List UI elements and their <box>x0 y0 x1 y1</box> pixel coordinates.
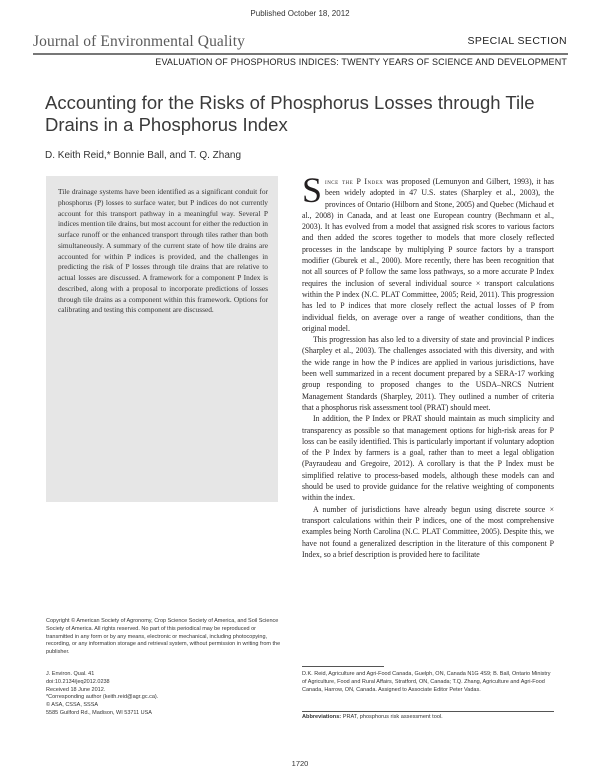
citation-line: 5585 Guilford Rd., Madison, WI 53711 USA <box>46 709 152 716</box>
author-affiliations: D.K. Reid, Agriculture and Agri-Food Canada, Guelph, ON, Canada N1G 4S9; B. Ball, Ontario Ministry of Agriculture, Food and Rural Affairs, Stratford, ON, Canada; T.Q. Zhang, Agriculture and Agri-Food Canada, Harrow, ON, Canada. Assigned to Associate Editor Peter Vadas. <box>302 671 551 693</box>
body-paragraph-4: A number of jurisdictions have already begun using discrete source × transport calculations within their P indices, one of the most comprehensive examples being North Carolina (N.C. PLAT Committee, 2005). Despite this, we have not found a generalized description in the literature of this component P Index, so a brief description is provided here to facilitate <box>302 504 554 559</box>
citation-line: doi:10.2134/jeq2012.0238 <box>46 678 110 685</box>
citation-line: *Corresponding author (keith.reid@agr.gc.ca). <box>46 694 159 701</box>
header-divider <box>33 53 568 55</box>
footnote-divider <box>302 666 384 667</box>
citation-line: J. Environ. Qual. 41 <box>46 671 95 677</box>
abbreviations-label: Abbreviations: <box>302 714 342 720</box>
citation-line: Received 18 June 2012. <box>46 686 106 693</box>
journal-name: Journal of Environmental Quality <box>33 33 245 50</box>
body-paragraph-2: This progression has also led to a diversity of state and provincial P indices (Sharpley et al., 2003). The challenges associated with this diversity, and with the wide range in how the P indices are applied in various jurisdictions, have been well summarized in a recent document prepared by a SERA-17 working group responding to proposed changes to the USDA–NRCS Nutrient Management Standards (Sharpley, 2011). They outlined a number of criteria that a phosphorus risk assessment tool (PRAT) should meet. <box>302 335 554 412</box>
page-number: 1720 <box>291 759 309 768</box>
abbreviations-divider <box>302 711 554 712</box>
body-paragraph-3: In addition, the P Index or PRAT should maintain as much simplicity and transparency as possible so that management options for high-risk areas for P loss can be easily identified. This is particularly important if voluntary adoption of the P Index by farmers is a goal, rather than to meet a legal obligation (Payraudeau and Gregoire, 2012). A corollary is that the P Index must be simplified relative to process-based models, although these models can and should be used to provide guidance for the relative weighting of components within the index. <box>302 414 554 503</box>
citation-line: © ASA, CSSA, SSSA <box>46 702 99 709</box>
published-date: Published October 18, 2012 <box>250 9 350 18</box>
body-paragraph-1 <box>302 170 554 334</box>
author-list: D. Keith Reid,* Bonnie Ball, and T. Q. Zhang <box>45 150 242 161</box>
lead-in-text: ince the P Index <box>325 177 384 186</box>
copyright-notice: Copyright © American Society of Agronomy, Crop Science Society of America, and Soil Science Society of America. All rights reserved. No part of this periodical may be reproduced or transmitted in any form or by any means, electronic or mechanical, including photocopying, recording, or any information storage and retrieval system, without permission in writing from the publisher. <box>46 618 281 656</box>
section-title: EVALUATION OF PHOSPHORUS INDICES: TWENTY YEARS OF SCIENCE AND DEVELOPMENT <box>155 57 567 67</box>
abbreviations-text: PRAT, phosphorus risk assessment tool. <box>341 714 443 720</box>
abstract-box <box>46 176 278 502</box>
article-title: Accounting for the Risks of Phosphorus Losses through Tile Drains in a Phosphorus Index <box>45 92 535 135</box>
abbreviations <box>302 714 554 720</box>
citation-block <box>46 671 282 718</box>
drop-cap: S <box>302 170 323 210</box>
abstract-text: Tile drainage systems have been identified as a significant conduit for phosphorus (P) losses to surface water, but P indices do not currently account for this transport pathway in a meaningful way. Several P indices mention tile drains, but most account for either the reduction in surface runoff or the enhanced transport through tiles rather than both simultaneously. A summary of the current state of how tile drains are accounted for within P indices is provided, and the challenges in predicting the risk of P losses through tile drains that are relative to actual losses are discussed. A framework for a component P Index is described, along with a proposal to incorporate predictions of losses through tile drains as a component within this framework. Options for calibrating and testing this component are discussed. <box>58 187 268 315</box>
paragraph-text: was proposed (Lemunyon and Gilbert, 1993), it has been widely adopted in 47 U.S. states (Sharpley et al., 2003), the provinces of Ontario (Hilborn and Stone, 2005) and Quebec (Michaud et al., 2008) in Canada, and at least one European country (Bechmann et al., 2003). It has evolved from a model that assigned risk scores to various factors and then added the scores together to models that more closely reflected processes in the landscape by multiplying P source factors by a transport modifier (Gburek et al., 2000). More recently, there has been recognition that not all sources of P follow the same loss pathways, so a more accurate P Index requires the inclusion of several individual source × transport calculations within the P index (N.C. PLAT Committee, 2005; Reid, 2011). This progression has led to P indices that more closely reflect the actual losses of P from individual fields, on average over a range of weather conditions, than the original model. <box>302 177 554 333</box>
special-section-label: SPECIAL SECTION <box>467 35 567 47</box>
body-column <box>302 170 554 560</box>
